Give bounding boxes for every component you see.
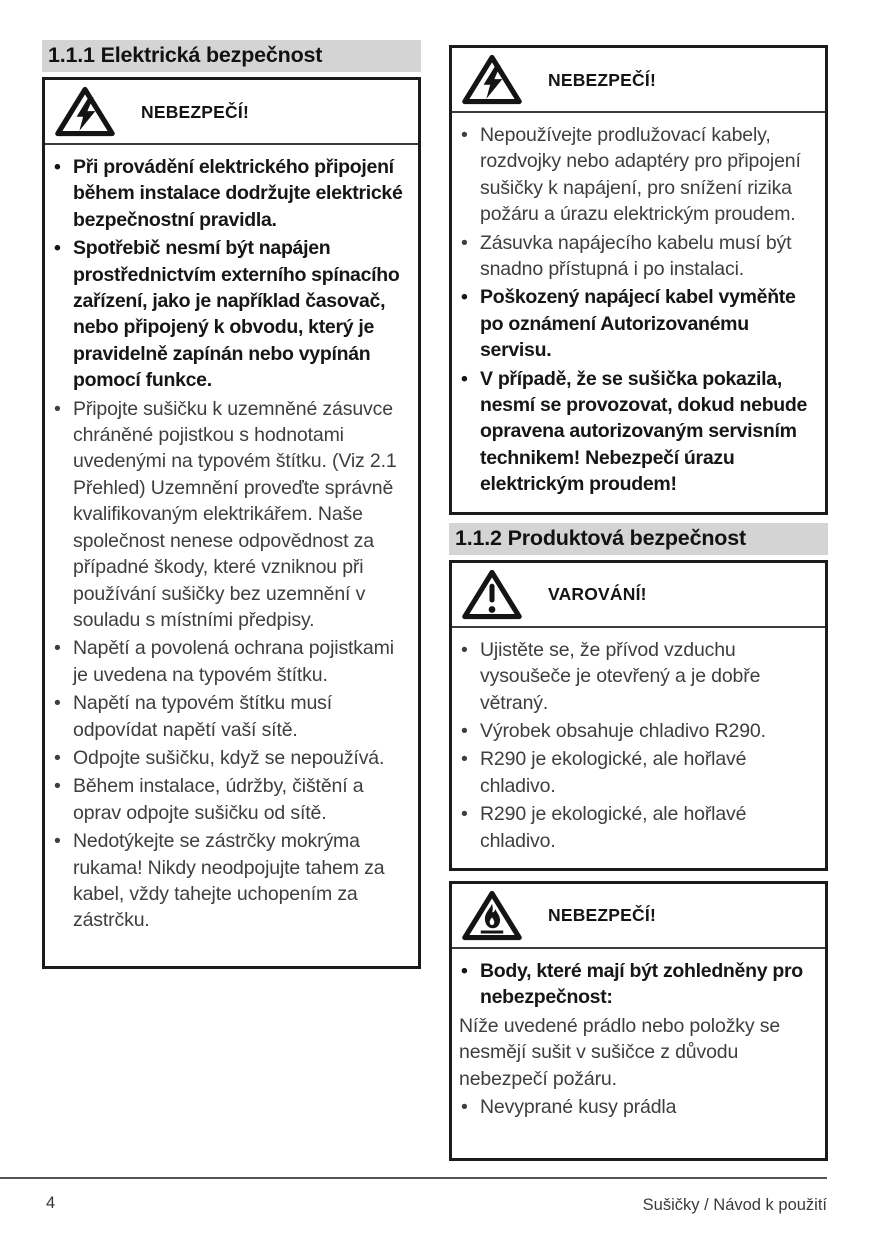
list-item: • Poškozený napájecí kabel vyměňte po oznámení Autorizovanému servisu. [459, 284, 821, 363]
fire-danger-paragraph: Níže uvedené prádlo nebo položky se nesmějí sušit v sušičce z důvodu nebezpečí požáru. [459, 1014, 781, 1090]
danger-title: NEBEZPEČÍ! [548, 69, 656, 90]
list-item: • Nedotýkejte se zástrčky mokrýma rukama! Nikdy neodpojujte tahem za kabel, vždy tahejte uchopením za zástrčku. [52, 828, 414, 934]
page-content [42, 40, 828, 1161]
danger-list [459, 958, 821, 1011]
list-item: • Body, které mají být zohledněny pro nebezpečnost: [459, 958, 821, 1011]
right-column [449, 40, 828, 1161]
flammable-triangle-icon [462, 889, 522, 943]
section-heading-product-safety: 1.1.2 Produktová bezpečnost [449, 523, 828, 555]
danger-box-fire-body [452, 949, 825, 1158]
warning-box-product [449, 560, 828, 871]
list-item: • Připojte sušičku k uzemněné zásuvce chráněné pojistkou s hodnotami uvedenými na typovém štítku. (Viz 2.1 Přehled) Uzemnění proveďte správně kvalifikovaným elektrikářem. Naše společnost nenese odpovědnost za případné škody, které vzniknou při používání sušičky bez uzemnění v souladu s místními předpisy. [52, 396, 414, 634]
list-item: • Výrobek obsahuje chladivo R290. [459, 718, 821, 744]
list-item: • V případě, že se sušička pokazila, nesmí se provozovat, dokud nebude opravena autorizovaným servisním technikem! Nebezpečí úrazu elektrickým proudem! [459, 366, 821, 498]
list-item: • Napětí na typovém štítku musí odpovídat napětí vaší sítě. [52, 690, 414, 743]
list-item: • Nevyprané kusy prádla [459, 1094, 821, 1120]
footer-doc-title: Sušičky / Návod k použití [642, 1196, 827, 1214]
list-item: • Nepoužívejte prodlužovací kabely, rozdvojky nebo adaptéry pro připojení sušičky k napájení, pro snížení rizika požáru a úrazu elektrickým proudem. [459, 122, 821, 228]
list-item: • Napětí a povolená ochrana pojistkami je uvedena na typovém štítku. [52, 635, 414, 688]
list-item: • R290 je ekologické, ale hořlavé chladivo. [459, 746, 821, 799]
danger-box-power-header [452, 48, 825, 113]
danger-list [52, 154, 414, 934]
exclamation-triangle-icon [462, 568, 522, 622]
electric-hazard-triangle-icon [462, 53, 522, 107]
footer-page-number: 4 [46, 1194, 56, 1212]
danger-box-fire-header [452, 884, 825, 949]
warning-box-product-body [452, 628, 825, 868]
list-item: • R290 je ekologické, ale hořlavé chladivo. [459, 801, 821, 854]
danger-list [459, 122, 821, 498]
list-item: • Odpojte sušičku, když se nepoužívá. [52, 745, 414, 771]
section-heading-electrical-safety: 1.1.1 Elektrická bezpečnost [42, 40, 421, 72]
danger-box-electrical-body [45, 145, 418, 966]
list-item: • Při provádění elektrického připojení během instalace dodržujte elektrické bezpečnostní pravidla. [52, 154, 414, 233]
warning-list [459, 637, 821, 854]
danger-box-electrical [42, 77, 421, 969]
danger-list [459, 1094, 821, 1120]
list-item: • Během instalace, údržby, čištění a oprav odpojte sušičku od sítě. [52, 773, 414, 826]
warning-box-product-header [452, 563, 825, 628]
danger-title: NEBEZPEČÍ! [548, 905, 656, 926]
list-item: • Spotřebič nesmí být napájen prostřednictvím externího spínacího zařízení, jako je například časovač, nebo připojený k obvodu, který je pravidelně zapínán nebo vypínán pomocí funkce. [52, 235, 414, 393]
danger-box-fire [449, 881, 828, 1161]
left-column [42, 40, 421, 1161]
danger-box-power [449, 45, 828, 515]
footer-divider [0, 1177, 827, 1179]
danger-box-power-body [452, 113, 825, 512]
warning-title: VAROVÁNÍ! [548, 584, 647, 605]
electric-hazard-triangle-icon [55, 85, 115, 139]
list-item: • Ujistěte se, že přívod vzduchu vysoušeče je otevřený a je dobře větraný. [459, 637, 821, 716]
danger-box-electrical-header [45, 80, 418, 145]
list-item: • Zásuvka napájecího kabelu musí být snadno přístupná i po instalaci. [459, 230, 821, 283]
danger-title: NEBEZPEČÍ! [141, 101, 249, 122]
